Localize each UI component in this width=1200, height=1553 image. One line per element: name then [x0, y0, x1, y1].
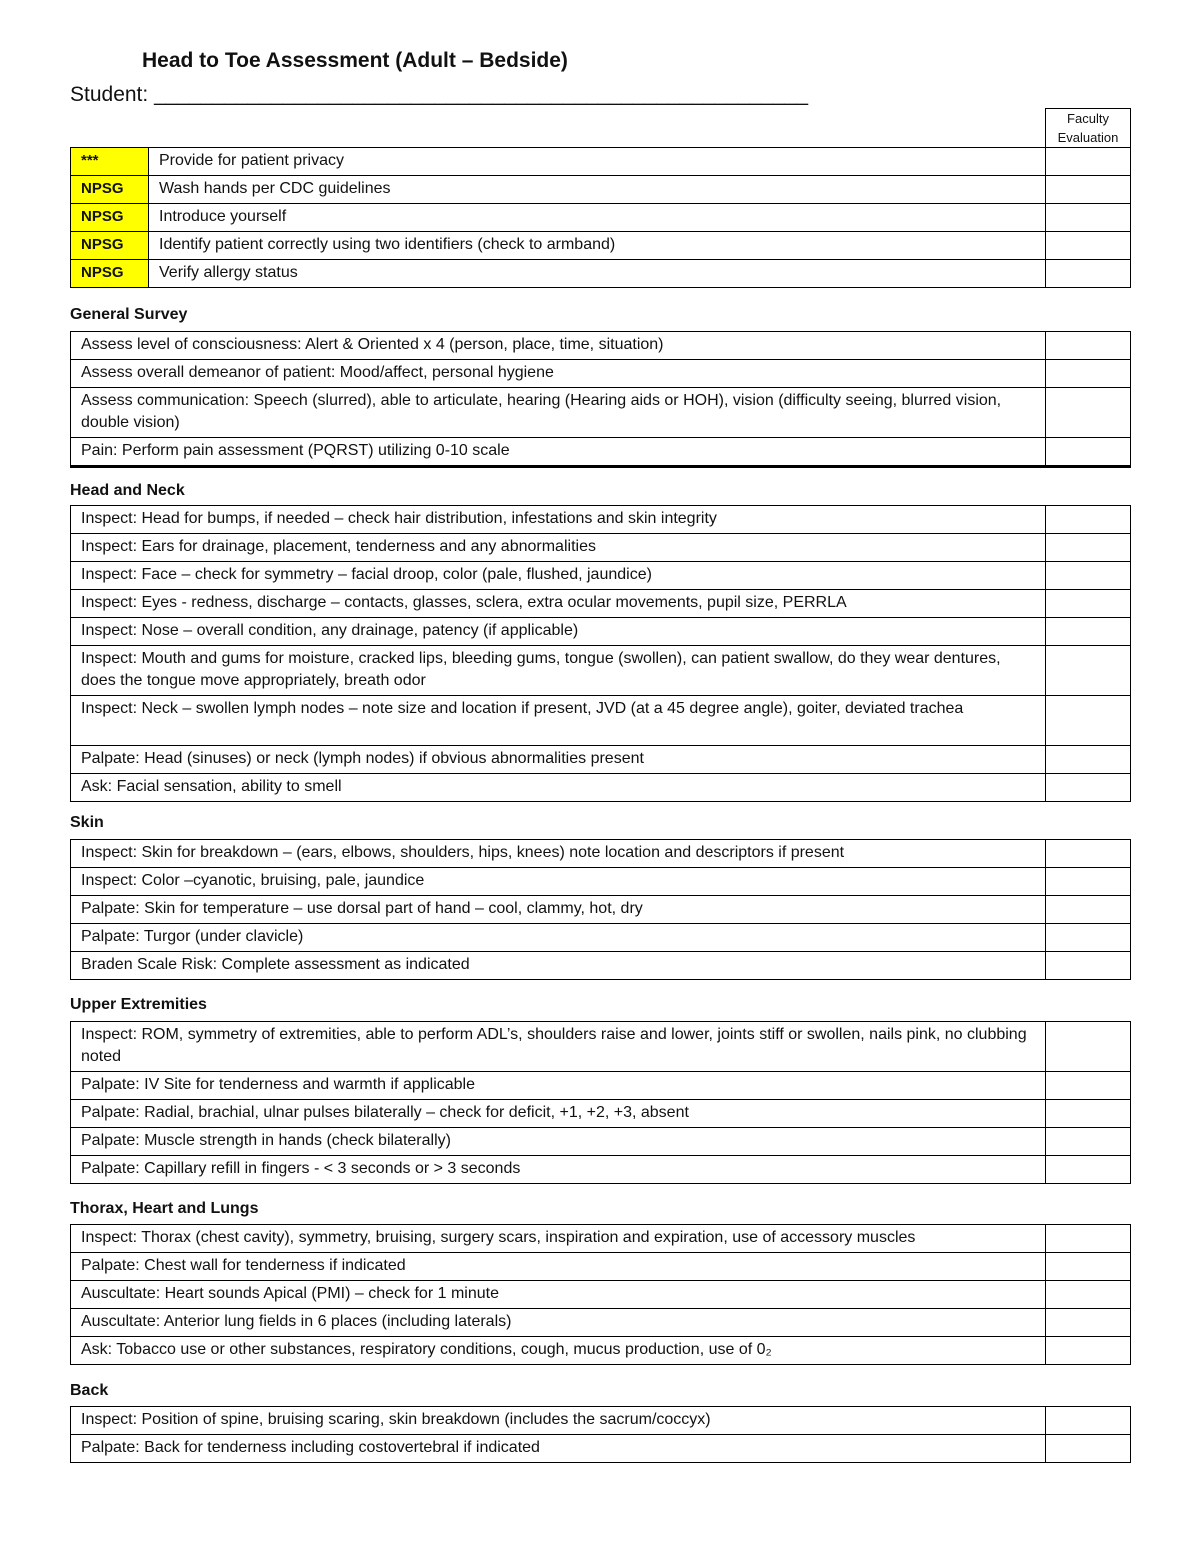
- row-text: Inspect: Ears for drainage, placement, tenderness and any abnormalities: [71, 534, 1046, 562]
- table-row: [71, 1128, 1131, 1156]
- row-text: Auscultate: Anterior lung fields in 6 places (including laterals): [71, 1309, 1046, 1337]
- table-row: [71, 260, 1131, 288]
- table-row: [71, 924, 1131, 952]
- table-row: [71, 534, 1131, 562]
- evaluation-cell[interactable]: [1046, 204, 1131, 232]
- evaluation-cell[interactable]: [1046, 232, 1131, 260]
- section-heading-thorax-heart-lungs: Thorax, Heart and Lungs: [70, 1200, 259, 1217]
- page-title: Head to Toe Assessment (Adult – Bedside): [142, 49, 568, 72]
- skin-table: [70, 839, 1131, 980]
- row-text: Verify allergy status: [149, 260, 1046, 288]
- evaluation-cell[interactable]: [1046, 438, 1131, 467]
- evaluation-cell[interactable]: [1046, 840, 1131, 868]
- table-row: [71, 1407, 1131, 1435]
- npsg-tag: NPSG: [71, 176, 149, 204]
- table-row: [71, 176, 1131, 204]
- section-heading-upper-extremities: Upper Extremities: [70, 996, 207, 1013]
- table-row: [71, 1100, 1131, 1128]
- npsg-tag: ***: [71, 148, 149, 176]
- evaluation-cell[interactable]: [1046, 1072, 1131, 1100]
- evaluation-cell[interactable]: [1046, 1337, 1131, 1365]
- table-row: [71, 646, 1131, 696]
- table-row: [71, 774, 1131, 802]
- evaluation-cell[interactable]: [1046, 360, 1131, 388]
- evaluation-cell[interactable]: [1046, 534, 1131, 562]
- table-row: [71, 952, 1131, 980]
- table-row: [71, 438, 1131, 467]
- row-text: Identify patient correctly using two identifiers (check to armband): [149, 232, 1046, 260]
- table-row: [71, 1309, 1131, 1337]
- evaluation-cell[interactable]: [1046, 868, 1131, 896]
- table-row: [71, 232, 1131, 260]
- evaluation-cell[interactable]: [1046, 1128, 1131, 1156]
- evaluation-cell[interactable]: [1046, 148, 1131, 176]
- row-text: Palpate: IV Site for tenderness and warmth if applicable: [71, 1072, 1046, 1100]
- row-text: Inspect: Nose – overall condition, any drainage, patency (if applicable): [71, 618, 1046, 646]
- student-field[interactable]: [70, 80, 808, 110]
- table-row: [71, 1022, 1131, 1072]
- table-row: [71, 1225, 1131, 1253]
- evaluation-cell[interactable]: [1046, 896, 1131, 924]
- section-heading-skin: Skin: [70, 814, 104, 831]
- section-heading-head-and-neck: Head and Neck: [70, 482, 185, 499]
- row-text: Inspect: Thorax (chest cavity), symmetry, bruising, surgery scars, inspiration and expiration, use of accessory muscles: [71, 1225, 1046, 1253]
- row-text: Provide for patient privacy: [149, 148, 1046, 176]
- student-line: ________________________________________________________: [154, 83, 809, 106]
- evaluation-cell[interactable]: [1046, 1435, 1131, 1463]
- row-text: Inspect: Face – check for symmetry – facial droop, color (pale, flushed, jaundice): [71, 562, 1046, 590]
- row-text: Introduce yourself: [149, 204, 1046, 232]
- row-text: Inspect: Position of spine, bruising scaring, skin breakdown (includes the sacrum/coccyx): [71, 1407, 1046, 1435]
- row-text: Inspect: Neck – swollen lymph nodes – note size and location if present, JVD (at a 45 degree angle), goiter, deviated trachea: [71, 696, 1046, 746]
- table-row: [71, 1253, 1131, 1281]
- row-text: Inspect: Skin for breakdown – (ears, elbows, shoulders, hips, knees) note location and descriptors if present: [71, 840, 1046, 868]
- row-text: Palpate: Radial, brachial, ulnar pulses bilaterally – check for deficit, +1, +2, +3, absent: [71, 1100, 1046, 1128]
- table-row: [71, 360, 1131, 388]
- evaluation-cell[interactable]: [1046, 1225, 1131, 1253]
- student-label: Student:: [70, 83, 149, 106]
- table-row: [71, 618, 1131, 646]
- evaluation-cell[interactable]: [1046, 618, 1131, 646]
- evaluation-cell[interactable]: [1046, 506, 1131, 534]
- table-row: [71, 1072, 1131, 1100]
- evaluation-cell[interactable]: [1046, 590, 1131, 618]
- npsg-tag: NPSG: [71, 260, 149, 288]
- general-survey-table: [70, 331, 1131, 468]
- table-row: [71, 840, 1131, 868]
- table-row: [71, 1281, 1131, 1309]
- evaluation-cell[interactable]: [1046, 1407, 1131, 1435]
- row-text: Ask: Facial sensation, ability to smell: [71, 774, 1046, 802]
- row-text: Palpate: Skin for temperature – use dorsal part of hand – cool, clammy, hot, dry: [71, 896, 1046, 924]
- faculty-evaluation-header: Faculty Evaluation: [1046, 109, 1131, 148]
- evaluation-cell[interactable]: [1046, 924, 1131, 952]
- row-text: Palpate: Chest wall for tenderness if indicated: [71, 1253, 1046, 1281]
- row-text: Inspect: Head for bumps, if needed – check hair distribution, infestations and skin integrity: [71, 506, 1046, 534]
- table-row: [71, 868, 1131, 896]
- table-row: [71, 332, 1131, 360]
- npsg-tag: NPSG: [71, 232, 149, 260]
- evaluation-cell[interactable]: [1046, 332, 1131, 360]
- evaluation-cell[interactable]: [1046, 260, 1131, 288]
- evaluation-cell[interactable]: [1046, 388, 1131, 438]
- row-text: Palpate: Head (sinuses) or neck (lymph nodes) if obvious abnormalities present: [71, 746, 1046, 774]
- row-text: Braden Scale Risk: Complete assessment as indicated: [71, 952, 1046, 980]
- table-row: [71, 1156, 1131, 1184]
- row-text: Inspect: Mouth and gums for moisture, cracked lips, bleeding gums, tongue (swollen), can patient swallow, do they wear dentures, does the tongue move appropriately, breath odor: [71, 646, 1046, 696]
- table-row: [71, 388, 1131, 438]
- evaluation-cell[interactable]: [1046, 1022, 1131, 1072]
- row-text: Wash hands per CDC guidelines: [149, 176, 1046, 204]
- table-row: [71, 590, 1131, 618]
- evaluation-cell[interactable]: [1046, 646, 1131, 696]
- row-text: Palpate: Capillary refill in fingers - < 3 seconds or > 3 seconds: [71, 1156, 1046, 1184]
- intro-table: [70, 108, 1131, 288]
- row-text: Palpate: Back for tenderness including costovertebral if indicated: [71, 1435, 1046, 1463]
- table-row: [71, 562, 1131, 590]
- row-text: Pain: Perform pain assessment (PQRST) utilizing 0-10 scale: [71, 438, 1046, 467]
- table-row: [71, 506, 1131, 534]
- row-text: Assess level of consciousness: Alert & Oriented x 4 (person, place, time, situation): [71, 332, 1046, 360]
- row-text: Palpate: Turgor (under clavicle): [71, 924, 1046, 952]
- evaluation-cell[interactable]: [1046, 562, 1131, 590]
- row-text: Palpate: Muscle strength in hands (check bilaterally): [71, 1128, 1046, 1156]
- table-row: [71, 746, 1131, 774]
- row-text: Auscultate: Heart sounds Apical (PMI) – check for 1 minute: [71, 1281, 1046, 1309]
- table-row: [71, 696, 1131, 746]
- table-row: [71, 1337, 1131, 1365]
- evaluation-cell[interactable]: [1046, 696, 1131, 746]
- evaluation-cell[interactable]: [1046, 1253, 1131, 1281]
- row-text: Inspect: Eyes - redness, discharge – contacts, glasses, sclera, extra ocular movements, pupil size, PERRLA: [71, 590, 1046, 618]
- table-row: [71, 896, 1131, 924]
- row-text: Assess overall demeanor of patient: Mood/affect, personal hygiene: [71, 360, 1046, 388]
- evaluation-cell[interactable]: [1046, 746, 1131, 774]
- npsg-tag: NPSG: [71, 204, 149, 232]
- evaluation-cell[interactable]: [1046, 176, 1131, 204]
- row-text: Ask: Tobacco use or other substances, respiratory conditions, cough, mucus production, use of 0₂: [71, 1337, 1046, 1365]
- thorax-table: [70, 1224, 1131, 1365]
- row-text: Inspect: ROM, symmetry of extremities, able to perform ADL’s, shoulders raise and lower, joints stiff or swollen, nails pink, no clubbing noted: [71, 1022, 1046, 1072]
- table-row: [71, 148, 1131, 176]
- evaluation-cell[interactable]: [1046, 1309, 1131, 1337]
- section-heading-general-survey: General Survey: [70, 306, 188, 323]
- evaluation-cell[interactable]: [1046, 1281, 1131, 1309]
- table-row: [71, 1435, 1131, 1463]
- head-neck-table: [70, 505, 1131, 802]
- row-text: Inspect: Color –cyanotic, bruising, pale, jaundice: [71, 868, 1046, 896]
- section-heading-back: Back: [70, 1382, 109, 1399]
- evaluation-cell[interactable]: [1046, 1100, 1131, 1128]
- upper-extremities-table: [70, 1021, 1131, 1184]
- evaluation-cell[interactable]: [1046, 952, 1131, 980]
- table-row: [71, 204, 1131, 232]
- back-table: [70, 1406, 1131, 1463]
- evaluation-cell[interactable]: [1046, 774, 1131, 802]
- row-text: Assess communication: Speech (slurred), able to articulate, hearing (Hearing aids or HOH), vision (difficulty seeing, blurred vision, double vision): [71, 388, 1046, 438]
- evaluation-cell[interactable]: [1046, 1156, 1131, 1184]
